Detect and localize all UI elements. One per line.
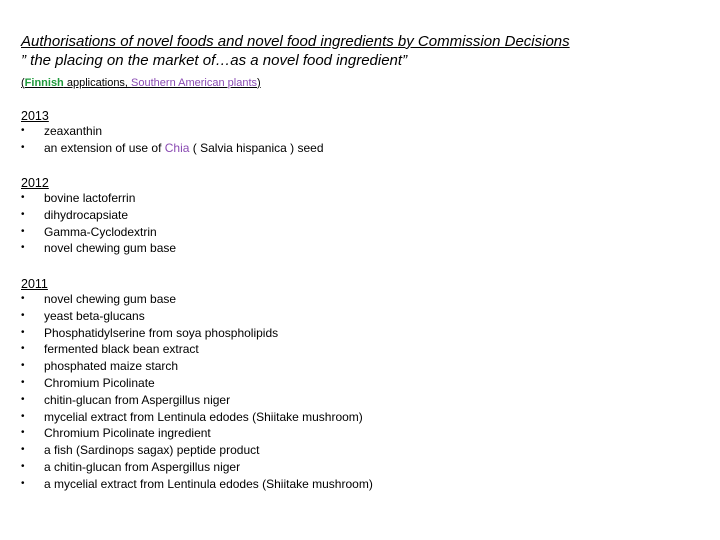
year-heading: 2012 bbox=[21, 176, 49, 190]
page-title: Authorisations of novel foods and novel food ingredients by Commission Decisions bbox=[21, 33, 570, 50]
chia-highlight: Chia bbox=[164, 140, 190, 155]
list-item bbox=[21, 207, 176, 224]
list-item bbox=[21, 190, 176, 207]
item-text: dihydrocapsiate bbox=[44, 207, 129, 222]
list-item bbox=[21, 442, 373, 459]
item-list bbox=[21, 291, 373, 493]
note-plants: Southern American plants bbox=[131, 77, 258, 89]
applications-note bbox=[21, 76, 261, 90]
list-item bbox=[21, 425, 373, 442]
item-text: a mycelial extract from Lentinula edodes (Shiitake mushroom) bbox=[44, 476, 373, 491]
item-text: Chromium Picolinate bbox=[44, 375, 155, 390]
item-text: chitin-glucan from Aspergillus niger bbox=[44, 392, 231, 407]
note-mid: applications, bbox=[63, 77, 132, 89]
item-text: bovine lactoferrin bbox=[44, 191, 136, 205]
list-item bbox=[21, 123, 324, 140]
list-item bbox=[21, 392, 373, 409]
list-item bbox=[21, 325, 373, 342]
list-item bbox=[21, 409, 373, 426]
item-list bbox=[21, 190, 176, 257]
list-item bbox=[21, 375, 373, 392]
note-open: ( bbox=[21, 77, 25, 89]
page-subtitle: ” the placing on the market of…as a novel food ingredient” bbox=[21, 52, 408, 69]
list-item bbox=[21, 459, 373, 476]
item-text: phosphated maize starch bbox=[44, 359, 179, 374]
item-text: fermented black bean extract bbox=[44, 342, 199, 357]
list-item bbox=[21, 140, 324, 157]
list-item bbox=[21, 308, 373, 325]
item-text-pre: an extension of use of bbox=[44, 140, 165, 155]
year-heading: 2011 bbox=[21, 277, 48, 291]
item-text: novel chewing gum base bbox=[44, 292, 177, 306]
item-text: a fish (Sardinops sagax) peptide product bbox=[44, 443, 260, 458]
item-text: novel chewing gum base bbox=[44, 241, 177, 256]
year-heading: 2013 bbox=[21, 109, 49, 123]
item-text: yeast beta-glucans bbox=[44, 308, 145, 323]
item-text: Chromium Picolinate ingredient bbox=[44, 426, 211, 441]
list-item bbox=[21, 291, 373, 308]
item-text: zeaxanthin bbox=[44, 124, 103, 138]
list-item bbox=[21, 358, 373, 375]
item-text: mycelial extract from Lentinula edodes (Shiitake mushroom) bbox=[44, 409, 363, 424]
item-text-post: ( Salvia hispanica ) seed bbox=[189, 140, 324, 155]
list-item bbox=[21, 240, 176, 257]
section-2012 bbox=[21, 176, 176, 257]
note-finnish: Finnish bbox=[24, 77, 64, 89]
item-text: Gamma-Cyclodextrin bbox=[44, 224, 157, 239]
item-list bbox=[21, 123, 324, 157]
list-item bbox=[21, 476, 373, 493]
section-2013 bbox=[21, 109, 324, 157]
list-item bbox=[21, 341, 373, 358]
note-close: ) bbox=[257, 77, 261, 89]
list-item bbox=[21, 224, 176, 241]
item-text: Phosphatidylserine from soya phospholipids bbox=[44, 325, 279, 340]
item-text: a chitin-glucan from Aspergillus niger bbox=[44, 459, 241, 474]
section-2011 bbox=[21, 277, 373, 493]
